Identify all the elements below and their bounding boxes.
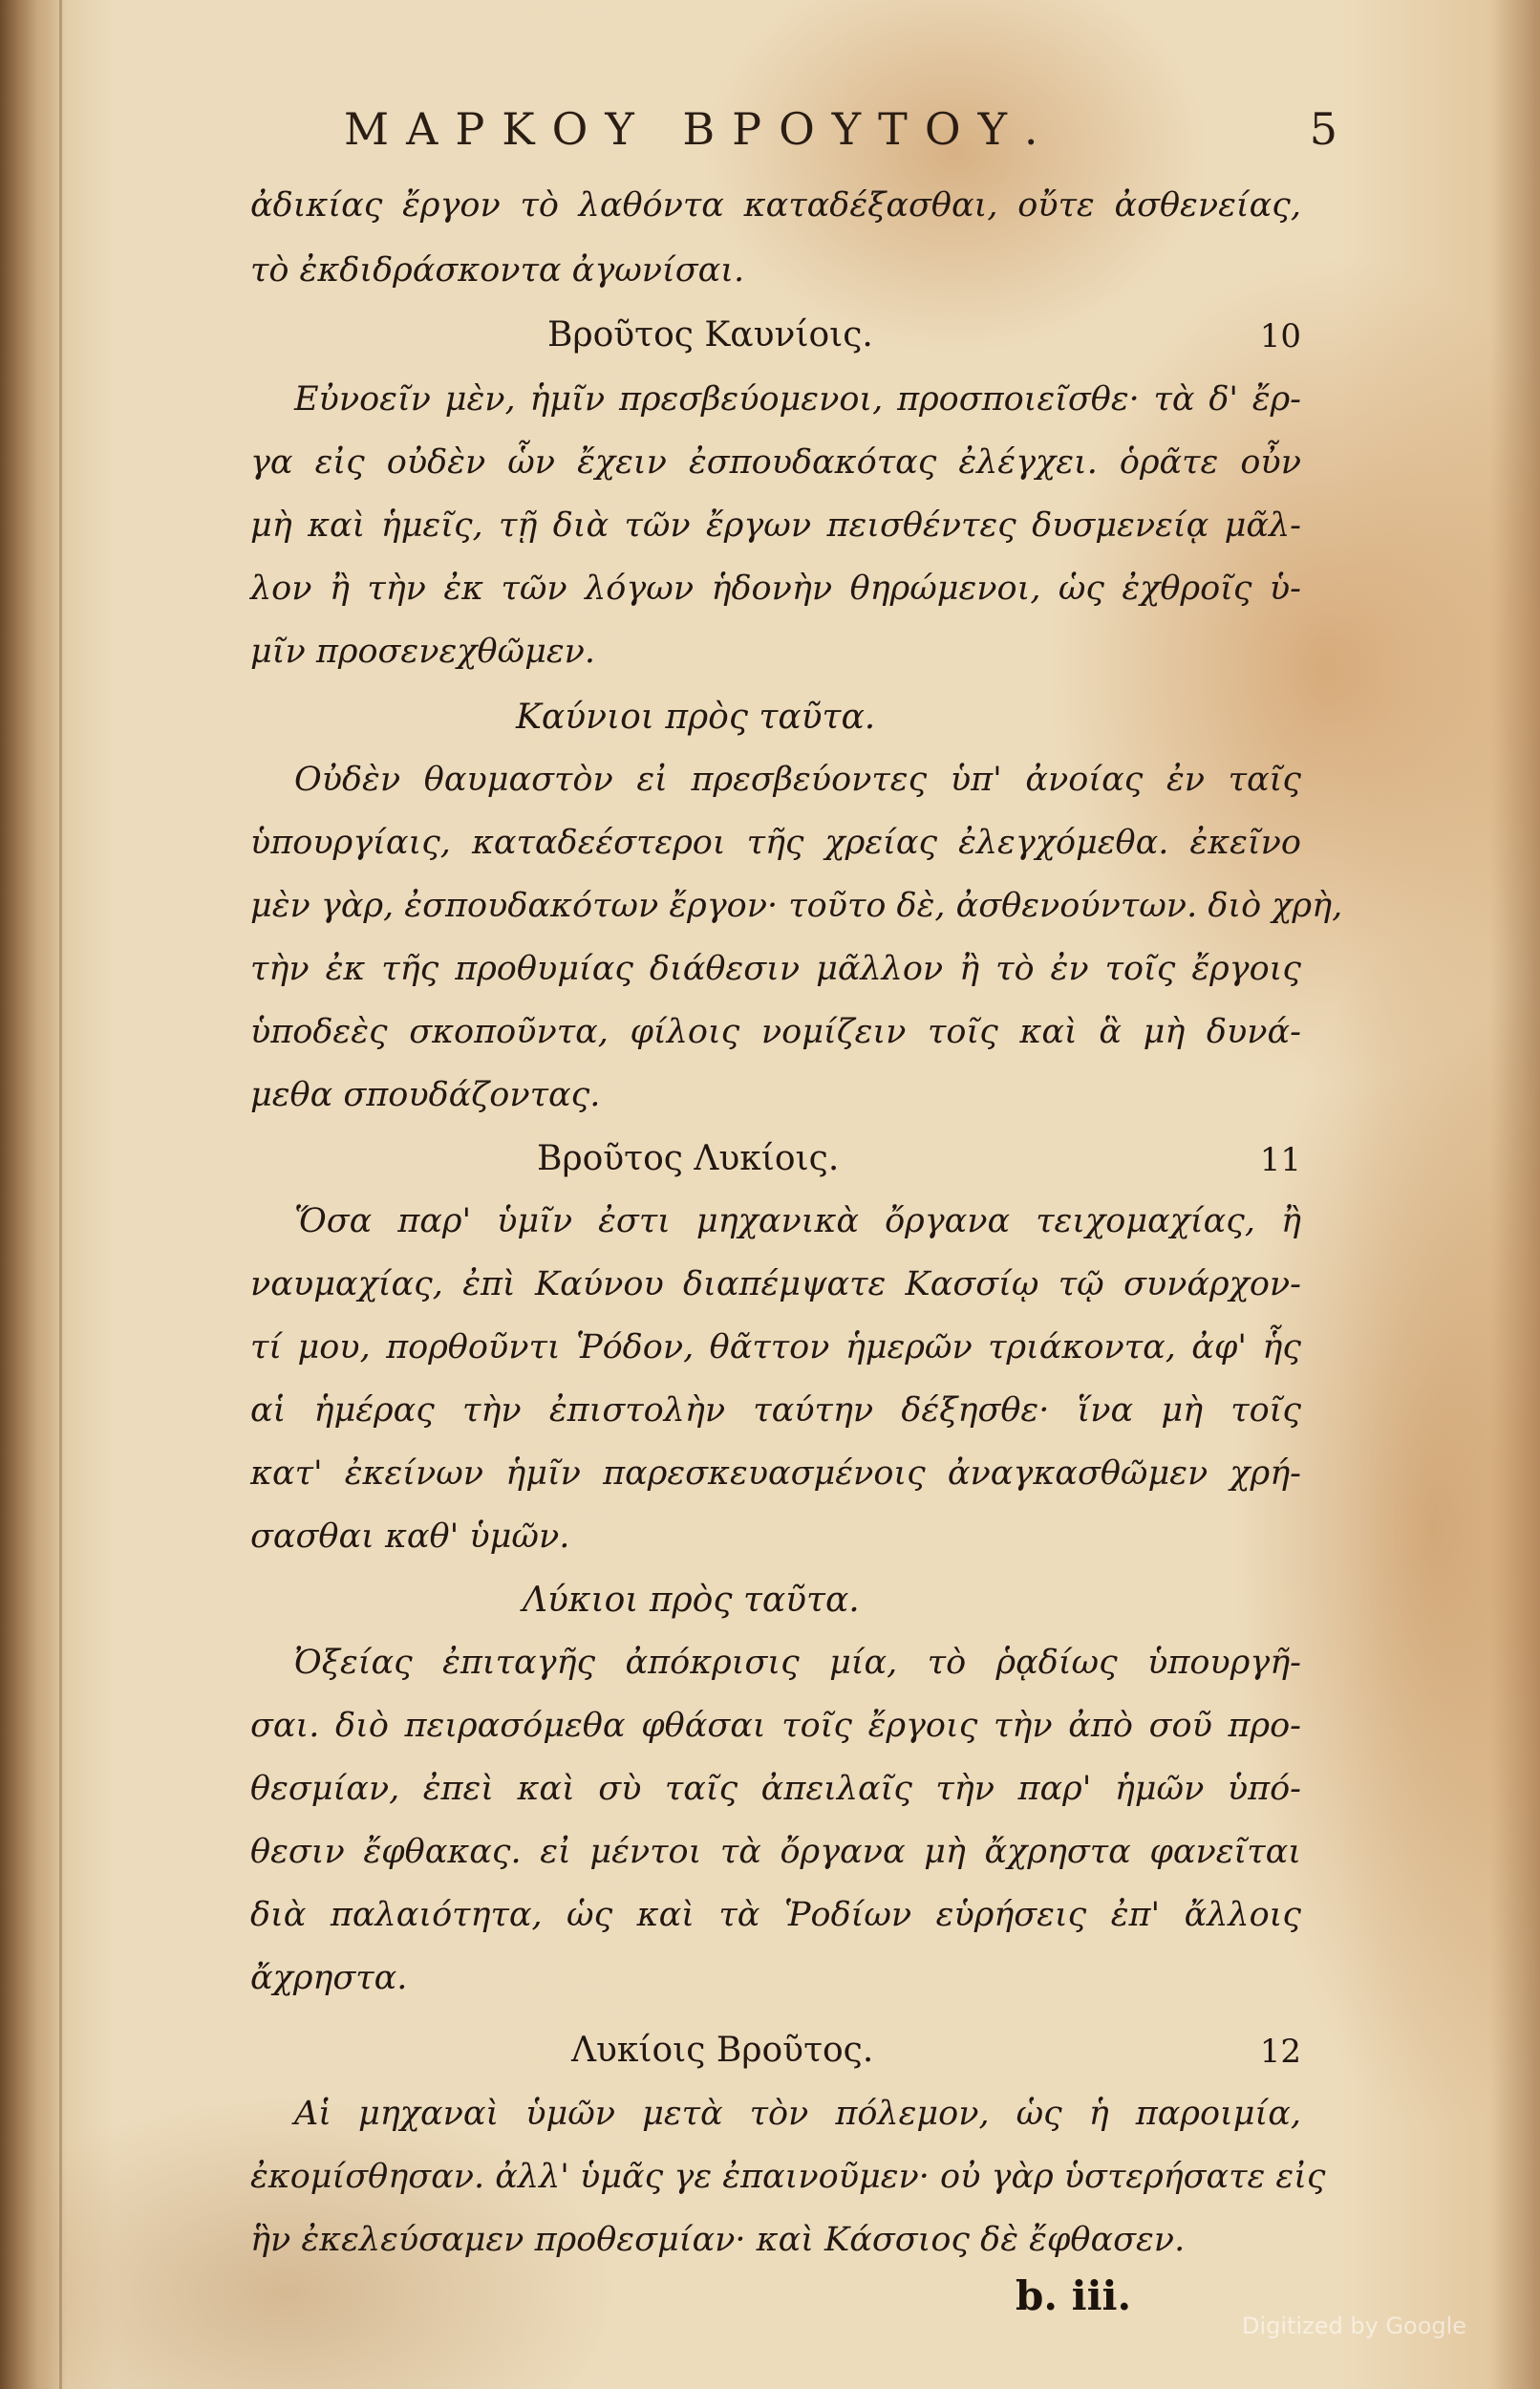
letter-heading: Λυκίοις Βροῦτος. <box>571 2031 874 2070</box>
letter-number: 11 <box>1259 1141 1301 1179</box>
letter-heading: Βροῦτος Καυνίοις. <box>547 315 873 355</box>
text-line: γα εἰς οὐδὲν ὧν ἔχειν ἐσπουδακότας ἐλέγχει. ὁρᾶτε οὖν <box>250 443 1301 482</box>
page-header <box>344 103 1337 161</box>
text-line: τί μου, πορθοῦντι Ῥόδον, θᾶττον ἡμερῶν τριάκοντα, ἀφ' ἧς <box>250 1328 1301 1367</box>
text-line: λον ἢ τὴν ἐκ τῶν λόγων ἡδονὴν θηρώμενοι, ὡς ἐχθροῖς ὑ- <box>250 570 1301 608</box>
gutter-fold <box>59 0 62 2389</box>
text-line: Οὐδὲν θαυμαστὸν εἰ πρεσβεύοντες ὑπ' ἀνοίας ἐν ταῖς <box>294 761 1301 799</box>
text-line: θεσιν ἔφθακας. εἰ μέντοι τὰ ὄργανα μὴ ἄχρηστα φανεῖται <box>250 1833 1301 1871</box>
text-line: ἄχρηστα. <box>250 1959 408 1997</box>
page-number: 5 <box>1309 103 1337 155</box>
text-line: μὴ καὶ ἡμεῖς, τῇ διὰ τῶν ἔργων πεισθέντες δυσμενείᾳ μᾶλ- <box>250 506 1301 545</box>
text-line: ὑποδεὲς σκοποῦντα, φίλοις νομίζειν τοῖς καὶ ἃ μὴ δυνά- <box>250 1013 1301 1051</box>
text-line: Ὀξείας ἐπιταγῆς ἀπόκρισις μία, τὸ ῥᾳδίως ὑπουργῆ- <box>294 1644 1301 1682</box>
text-line: ἣν ἐκελεύσαμεν προθεσμίαν· καὶ Κάσσιος δὲ ἔφθασεν. <box>250 2221 1186 2259</box>
book-spine-shadow <box>0 0 67 2389</box>
letter-number: 10 <box>1259 317 1301 355</box>
text-line: ἀδικίας ἔργον τὸ λαθόντα καταδέξασθαι, οὔτε ἀσθενείας, <box>250 186 1301 225</box>
text-line: Αἱ μηχαναὶ ὑμῶν μετὰ τὸν πόλεμον, ὡς ἡ παροιμία, <box>294 2095 1301 2133</box>
letter-heading: Λύκιοι πρὸς ταῦτα. <box>523 1581 860 1620</box>
text-line: ἐκομίσθησαν. ἀλλ' ὑμᾶς γε ἐπαινοῦμεν· οὐ γὰρ ὑστερήσατε εἰς <box>250 2158 1326 2196</box>
text-line: σασθαι καθ' ὑμῶν. <box>250 1517 570 1556</box>
text-line: ὑπουργίαις, καταδεέστεροι τῆς χρείας ἐλεγχόμεθα. ἐκεῖνο <box>250 824 1301 862</box>
text-line: ναυμαχίας, ἐπὶ Καύνου διαπέμψατε Κασσίῳ τῷ συνάρχον- <box>250 1265 1301 1303</box>
digitizer-watermark: Digitized by Google <box>1242 2313 1467 2339</box>
letter-heading: Καύνιοι πρὸς ταῦτα. <box>516 698 876 737</box>
text-line: τὴν ἐκ τῆς προθυμίας διάθεσιν μᾶλλον ἢ τὸ ἐν τοῖς ἔργοις <box>250 950 1301 988</box>
running-title: ΜΑΡΚΟΥ ΒΡΟΥΤΟΥ. <box>344 103 1056 155</box>
text-line: Ὅσα παρ' ὑμῖν ἐστι μηχανικὰ ὄργανα τειχομαχίας, ἢ <box>294 1202 1301 1240</box>
text-line: κατ' ἐκείνων ἡμῖν παρεσκευασμένοις ἀναγκασθῶμεν χρή- <box>250 1454 1301 1493</box>
signature-mark: b. iii. <box>1016 2272 1132 2319</box>
letter-heading: Βροῦτος Λυκίοις. <box>537 1139 840 1178</box>
text-line: μεθα σπουδάζοντας. <box>250 1076 601 1114</box>
text-line: μῖν προσενεχθῶμεν. <box>250 633 596 671</box>
text-line: θεσμίαν, ἐπεὶ καὶ σὺ ταῖς ἀπειλαῖς τὴν παρ' ἡμῶν ὑπό- <box>250 1770 1301 1808</box>
text-line: διὰ παλαιότητα, ὡς καὶ τὰ Ῥοδίων εὑρήσεις ἐπ' ἄλλοις <box>250 1896 1301 1934</box>
text-line: τὸ ἐκδιδράσκοντα ἀγωνίσαι. <box>250 251 745 290</box>
text-line: αἱ ἡμέρας τὴν ἐπιστολὴν ταύτην δέξησθε· ἵνα μὴ τοῖς <box>250 1391 1301 1430</box>
text-line: σαι. διὸ πειρασόμεθα φθάσαι τοῖς ἔργοις τὴν ἀπὸ σοῦ προ- <box>250 1707 1301 1745</box>
text-line: μὲν γὰρ, ἐσπουδακότων ἔργον· τοῦτο δὲ, ἀσθενούντων. διὸ χρὴ, <box>250 887 1343 925</box>
letter-number: 12 <box>1259 2033 1301 2071</box>
text-line: Εὐνοεῖν μὲν, ἡμῖν πρεσβεύομενοι, προσποιεῖσθε· τὰ δ' ἔρ- <box>294 380 1301 419</box>
